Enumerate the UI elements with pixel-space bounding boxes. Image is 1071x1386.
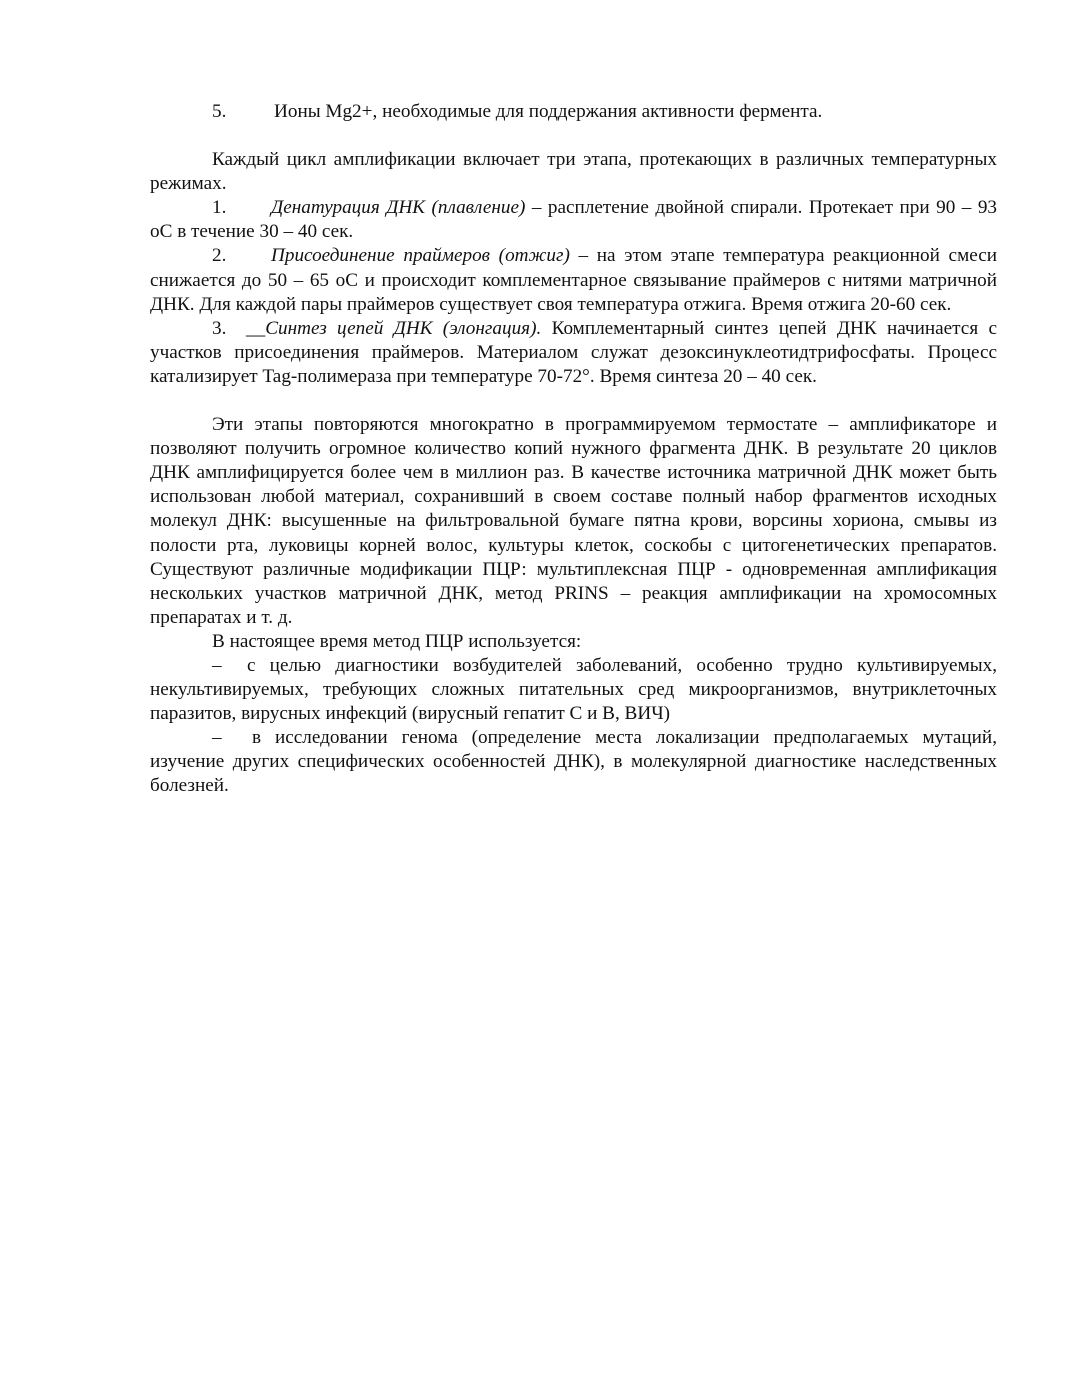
use-item-text: с целью диагностики возбудителей заболеваний, особенно трудно культивируемых, некультивируемых, требующих сложных питательных сред микроорганизмов, внутриклеточных паразитов, вирусных инфекций (вирусный гепатит С и В, ВИЧ) xyxy=(150,654,997,725)
document-page xyxy=(150,100,997,799)
paragraph-gap xyxy=(150,389,997,413)
step-text: – расплетение двойной спирали. Протекает при 90 – 93 оС в течение 30 – 40 сек. xyxy=(150,197,998,243)
use-item-diagnostics xyxy=(150,654,997,726)
step-3 xyxy=(150,317,997,389)
step-title: Присоединение праймеров (отжиг) xyxy=(271,245,570,267)
step-number: 2. xyxy=(212,245,227,267)
step-number: 3. xyxy=(212,317,227,339)
step-title: __Синтез цепей ДНК (элонгация). xyxy=(246,317,542,339)
step-text: Комплементарный синтез цепей ДНК начинается с участков присоединения праймеров. Материалом служат дезоксинуклеотидтрифосфаты. Процесс катализирует Tag-полимераза при температуре 70-72°. Время синтеза 20 – 40 сек. xyxy=(150,317,997,387)
paragraph-now: В настоящее время метод ПЦР используется: xyxy=(212,630,582,652)
list-item-5 xyxy=(150,100,997,124)
use-item-genome xyxy=(150,726,997,798)
list-item-text: Ионы Mg2+, необходимые для поддержания активности фермента. xyxy=(274,101,823,122)
dash-marker: – xyxy=(212,727,222,749)
step-2 xyxy=(150,244,997,316)
use-item-text: в исследовании генома (определение места локализации предполагаемых мутаций, изучение других специфических особенностей ДНК), в молекулярной диагностике наследственных болезней. xyxy=(150,727,997,797)
step-text: – на этом этапе температура реакционной смеси снижается до 50 – 65 оС и происходит комплементарное связывание праймеров с нитями матричной ДНК. Для каждой пары праймеров существует своя температура отжига. Время отжига 20-60 сек. xyxy=(150,245,997,315)
step-title: Денатурация ДНК (плавление) xyxy=(271,197,526,219)
dash-marker: – xyxy=(212,654,222,676)
paragraph-intro: Каждый цикл амплификации включает три этапа, протекающих в различных температурных режимах. xyxy=(150,149,997,195)
paragraph-repeat: Эти этапы повторяются многократно в программируемом термостате – амплификаторе и позволяют получить огромное количество копий нужного фрагмента ДНК. В результате 20 циклов ДНК амплифицируется более чем в миллион раз. В качестве источника матричной ДНК может быть использован любой материал, сохранивший в своем составе полный набор фрагментов исходных молекул ДНК: высушенные на фильтровальной бумаге пятна крови, ворсины хориона, смывы из полости рта, луковицы корней волос, культуры клеток, соскобы с цитогенетических препаратов. Существуют различные модификации ПЦР: мультиплексная ПЦР - одновременная амплификация нескольких участков матричной ДНК, метод PRINS – реакция амплификации на хромосомных препаратах и т. д. xyxy=(150,414,997,628)
step-1 xyxy=(150,196,997,244)
step-number: 1. xyxy=(212,197,227,219)
list-number: 5. xyxy=(212,101,227,122)
